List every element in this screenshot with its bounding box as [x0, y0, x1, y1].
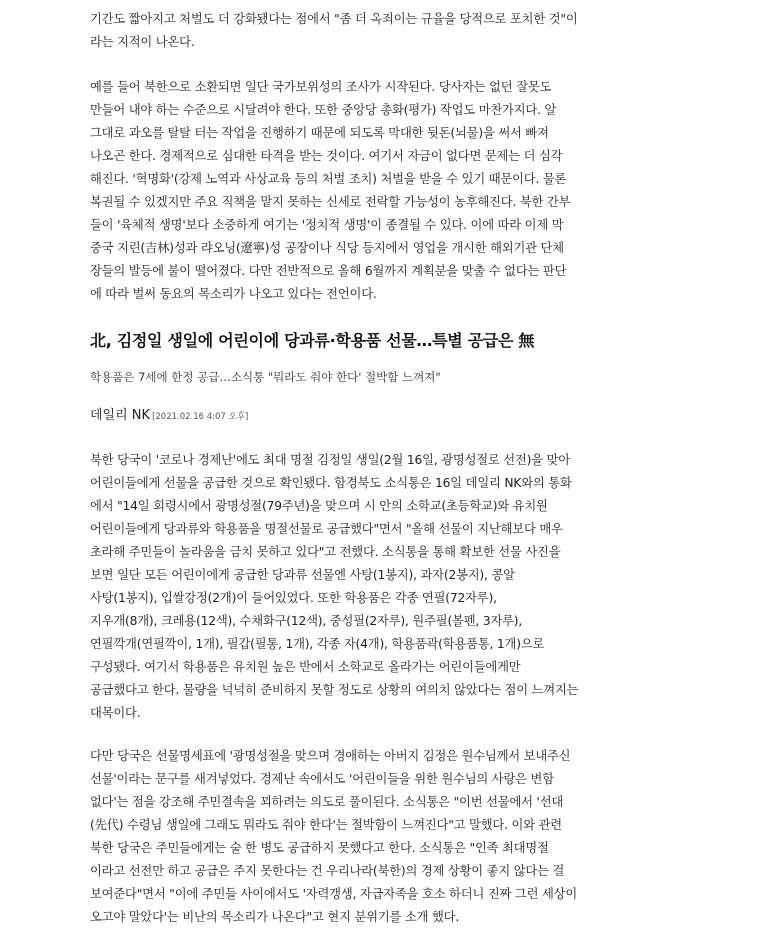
article-headline[interactable]: 北, 김정일 생일에 어린이에 당과류·학용품 선물…특별 공급은 無	[90, 331, 535, 350]
text-line: 대목이다.	[90, 706, 141, 720]
source-name: 데일리 NK	[90, 408, 151, 423]
text-line: 오고야 말았다'는 비난의 목소리가 나온다"고 현지 분위기를 소개 했다.	[90, 910, 460, 924]
text-line: 기간도 짧아지고 처벌도 더 강화됐다는 점에서 "좀 더 옥죄이는 규율을 당적으로 포치한 것"이	[90, 12, 578, 26]
text-line: 선물'이라는 문구를 새겨넣었다. 경제난 속에서도 '어린이들을 위한 원수님의 사랑은 변함	[90, 772, 554, 786]
paragraph-3	[90, 745, 699, 929]
text-line: 어린이들에게 당과류와 학용품을 명절선물로 공급했다"면서 "올해 선물이 지난해보다 매우	[90, 522, 563, 536]
paragraph-1	[90, 76, 699, 306]
text-line: 만들어 내야 하는 수준으로 시달려야 한다. 또한 중앙당 총화(평가) 작업도 마찬가지다. 알	[90, 103, 557, 117]
intro-paragraph	[90, 8, 699, 54]
text-line: 어린이들에게 선물을 공급한 것으로 확인됐다. 함경북도 소식통은 16일 데일리 NK와의 통화	[90, 476, 572, 490]
text-line: 나오곤 한다. 경제적으로 심대한 타격을 받는 것이다. 여기서 자금이 없다면 문제는 더 심각	[90, 149, 563, 163]
text-line: 다만 당국은 선물명세표에 '광명성절을 맞으며 경애하는 아버지 김정은 원수님께서 보내주신	[90, 749, 571, 763]
text-line: 그대로 과오를 탈탈 터는 작업을 진행하기 때문에 되도록 막대한 뒷돈(뇌물)을 써서 빠져	[90, 126, 549, 140]
text-line: 없다'는 점을 강조해 주민결속을 꾀하려는 의도로 풀이된다. 소식통은 "이번 선물에서 '선대	[90, 795, 564, 809]
text-line: 해진다. '혁명화'(강제 노역과 사상교육 등의 처벌 조치) 처벌을 받을 수 있기 때문이다. 물론	[90, 172, 567, 186]
text-line: 공급했다고 한다. 물량을 넉넉히 준비하지 못할 정도로 상황의 여의치 않았다는 점이 느껴지는	[90, 683, 579, 697]
text-line: (先代) 수령님 생일에 그래도 뭐라도 줘야 한다'는 절박함이 느껴진다"고 말했다. 이와 관련	[90, 818, 562, 832]
text-line: 구성됐다. 여기서 학용품은 유치원 높은 반에서 소학교로 올라가는 어린이들에게만	[90, 660, 521, 674]
text-line: 복권될 수 있겠지만 주요 직책을 맡지 못하는 신세로 전락할 가능성이 농후해진다. 북한 간부	[90, 195, 571, 209]
text-line: 지우개(8개), 크레용(12색), 수채화구(12색), 중성필(2자루), 원주필(볼펜, 3자루),	[90, 614, 523, 628]
text-line: 북한 당국이 '코로나 경제난'에도 최대 명절 김정일 생일(2월 16일, 광명성절로 선전)을 맞아	[90, 453, 571, 467]
text-line: 사탕(1봉지), 입쌀강정(2개)이 들어있었다. 또한 학용품은 각종 연필(72자루),	[90, 591, 497, 605]
text-line: 라는 지적이 나온다.	[90, 35, 195, 49]
article-byline	[90, 404, 699, 427]
text-line: 이라고 선전만 하고 공급은 주지 못한다는 건 우리나라(북한)의 경제 상황이 좋지 않다는 걸	[90, 864, 565, 878]
text-line: 연필깍개(연필깍이, 1개), 필갑(필통, 1개), 각종 자(4개), 학용품곽(학용품통, 1개)으로	[90, 637, 545, 651]
paragraph-2	[90, 449, 699, 725]
text-line: 장들의 발등에 불이 떨어졌다. 다만 전반적으로 올해 6월까지 계획분을 맞출 수 없다는 판단	[90, 264, 567, 278]
text-line: 초라해 주민들이 놀라움을 금치 못하고 있다"고 전했다. 소식통을 통해 확보한 선물 사진을	[90, 545, 561, 559]
text-line: 들이 '육체적 생명'보다 소중하게 여기는 '정치적 생명'이 종결될 수 있다. 이에 따라 이제 막	[90, 218, 564, 232]
text-line: 북한 당국은 주민들에게는 술 한 병도 공급하지 못했다고 한다. 소식통은 "인족 최대명절	[90, 841, 549, 855]
text-line: 에서 "14일 회령시에서 광명성절(79주년)을 맞으며 시 안의 소학교(초등학교)와 유치원	[90, 499, 548, 513]
text-line: 예를 들어 북한으로 소환되면 일단 국가보위성의 조사가 시작된다. 당사자는 없던 잘못도	[90, 80, 552, 94]
text-line: 보면 일단 모든 어린이에게 공급한 당과류 선물엔 사탕(1봉지), 과자(2봉지), 콩알	[90, 568, 515, 582]
article-subhead: 학용품은 7세에 한정 공급…소식통 "뭐라도 줘야 한다' 절박함 느껴져"	[90, 370, 441, 384]
text-line: 보여준다"면서 "이에 주민들 사이에서도 '자력갱생, 자급자족을 호소 하더니 진짜 그런 세상이	[90, 887, 578, 901]
text-line: 중국 지린(吉林)성과 랴오닝(遼寧)성 공장이나 식당 등지에서 영업을 개시한 해외기관 단체	[90, 241, 564, 255]
text-line: 에 따라 벌써 동요의 목소리가 나오고 있다는 전언이다.	[90, 287, 377, 301]
publish-date: [2021.02.16 4:07 오후]	[152, 412, 249, 422]
